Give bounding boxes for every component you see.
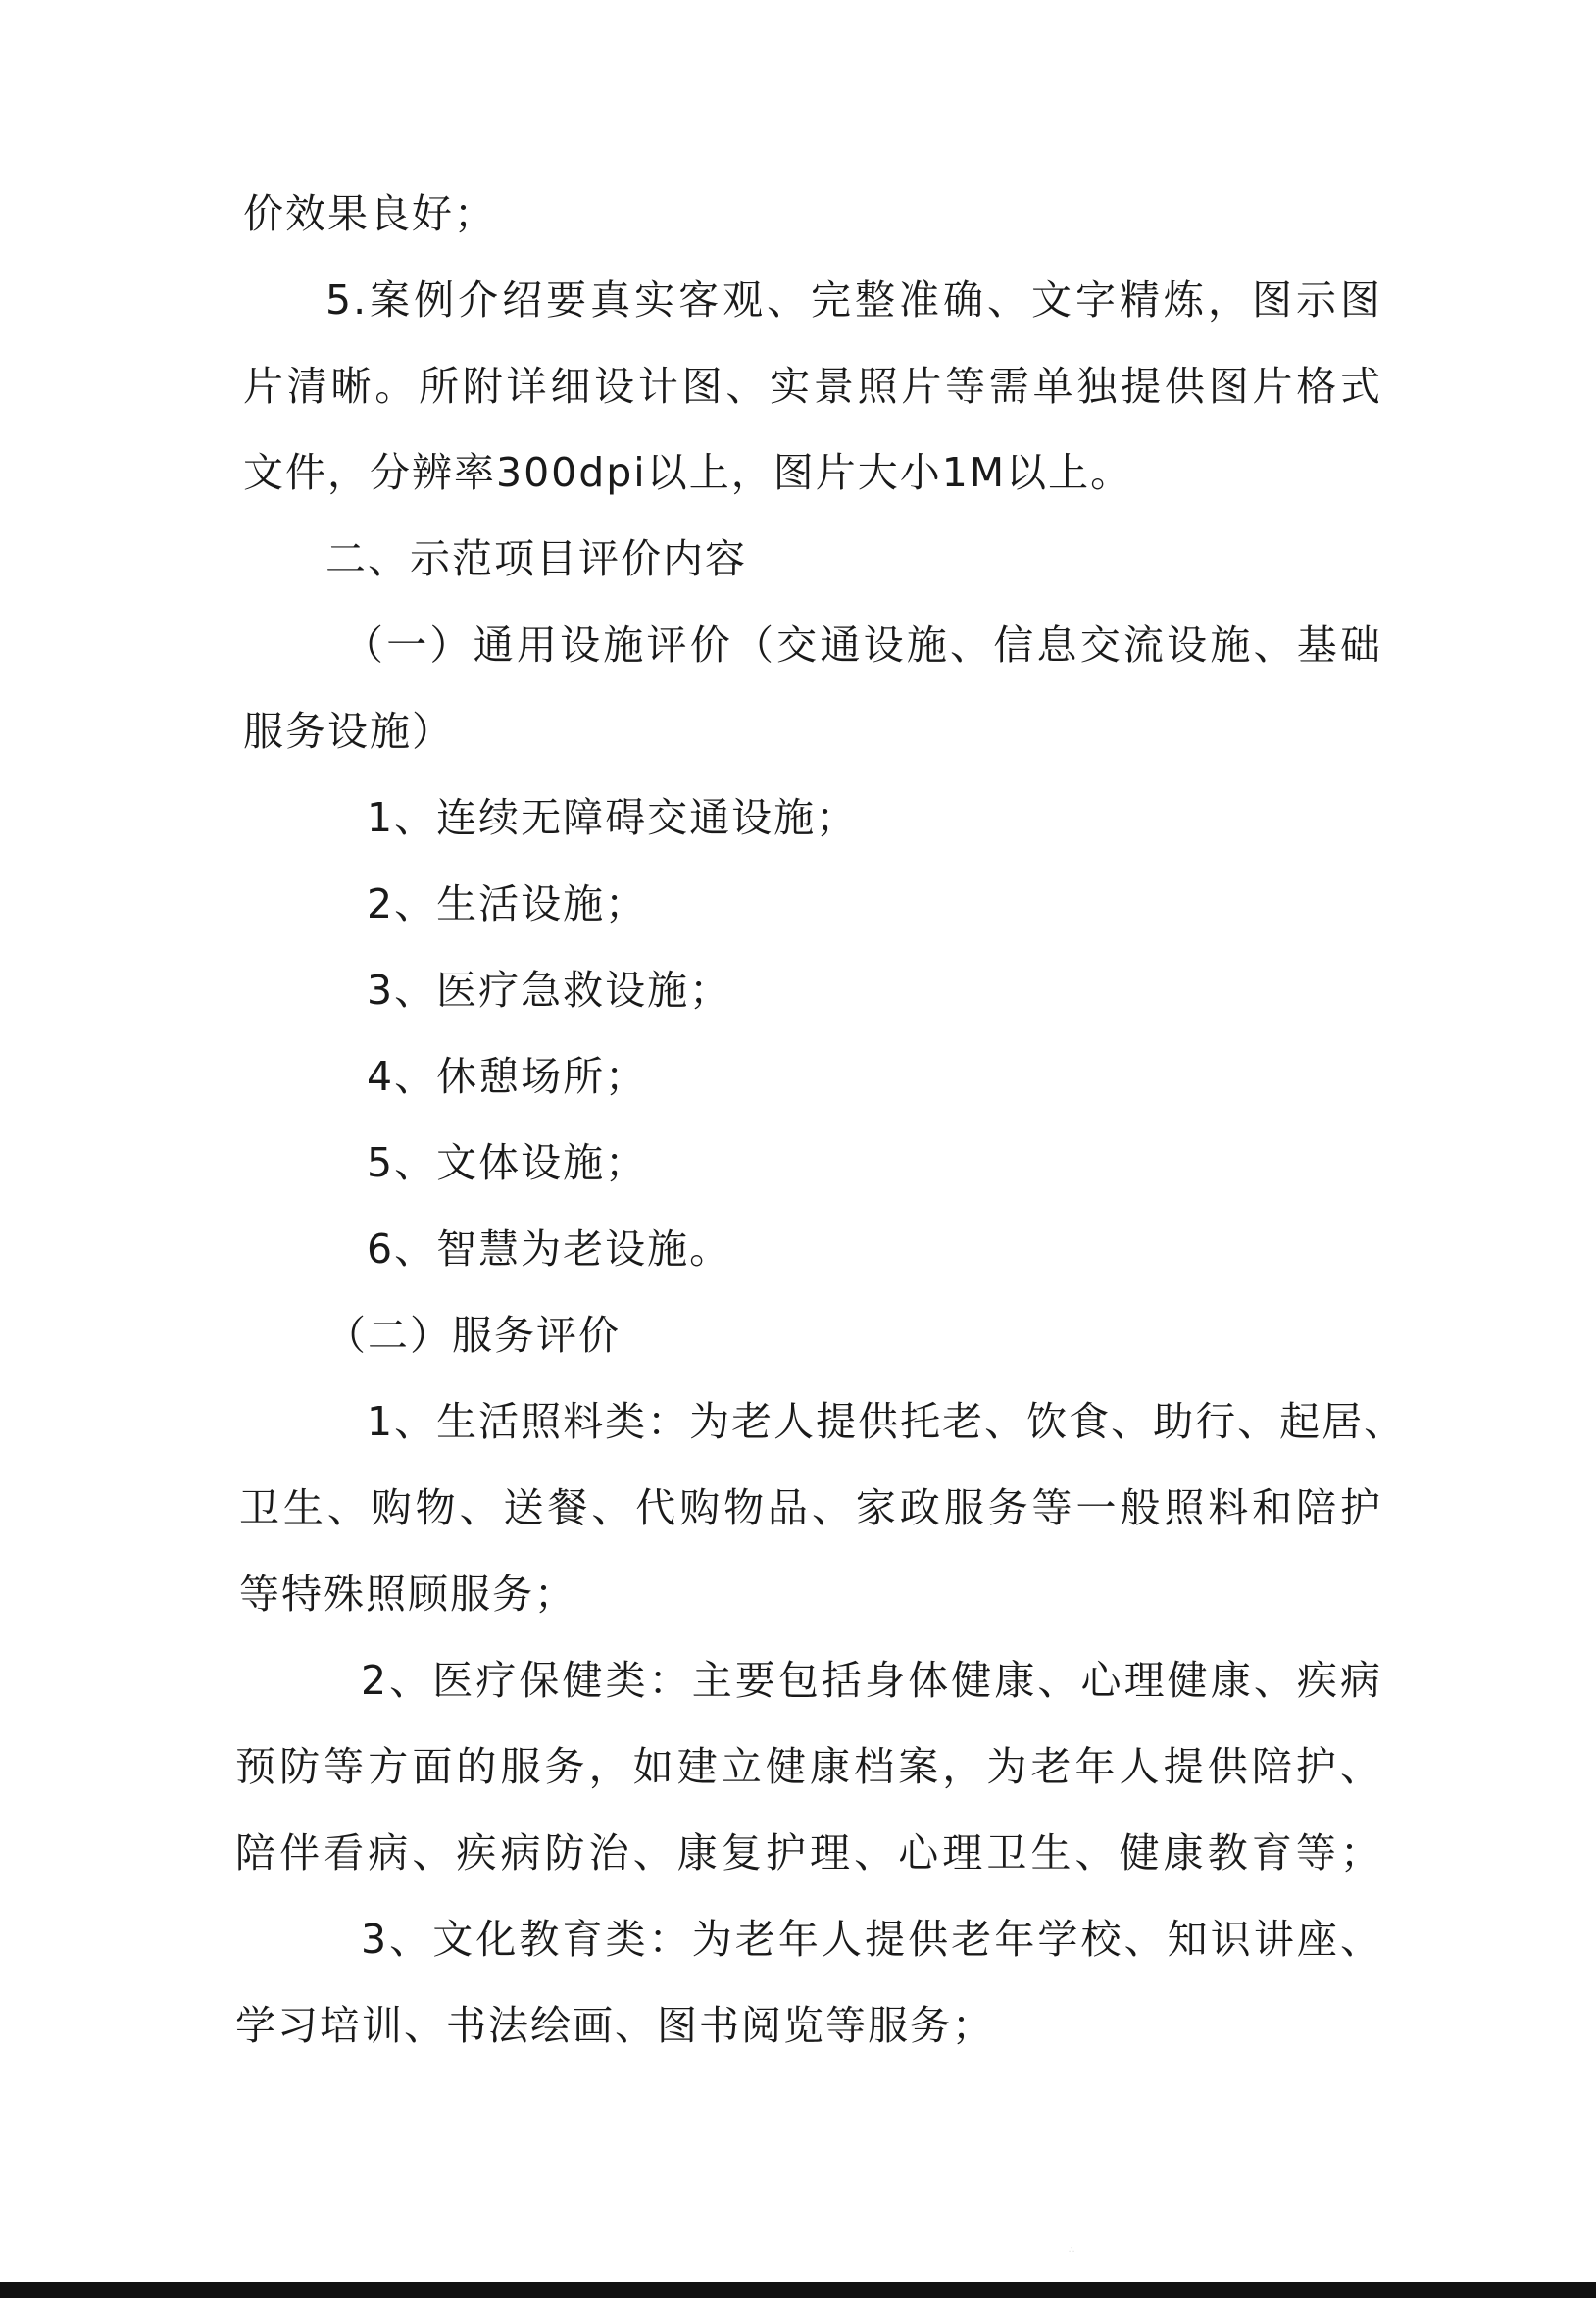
service-item-1-line-1: 1、生活照料类：为老人提供托老、饮食、助行、起居、 xyxy=(367,1398,1407,1445)
paragraph-line-2: 5.案例介绍要真实客观、完整准确、文字精炼，图示图 xyxy=(325,276,1382,324)
subsection-heading-two: （二）服务评价 xyxy=(325,1312,621,1359)
service-item-3-line-2: 学习培训、书法绘画、图书阅览等服务； xyxy=(235,2002,994,2049)
paragraph-line-1: 价效果良好； xyxy=(243,190,496,237)
section-heading-two: 二、示范项目评价内容 xyxy=(325,535,747,582)
service-item-2-line-2: 预防等方面的服务，如建立健康档案，为老年人提供陪护、 xyxy=(235,1743,1382,1790)
subsection-heading-one-continued: 服务设施） xyxy=(243,708,454,755)
service-item-2-line-3: 陪伴看病、疾病防治、康复护理、心理卫生、健康教育等； xyxy=(235,1829,1382,1876)
list-item-5: 5、文体设施； xyxy=(367,1139,648,1186)
service-item-1-line-3: 等特殊照顾服务； xyxy=(239,1571,576,1618)
list-item-4: 4、休憩场所； xyxy=(367,1053,648,1100)
paragraph-line-4: 文件，分辨率300dpi以上，图片大小1M以上。 xyxy=(243,449,1133,496)
service-item-1-line-2: 卫生、购物、送餐、代购物品、家政服务等一般照料和陪护 xyxy=(239,1484,1382,1531)
list-item-2: 2、生活设施； xyxy=(367,880,648,927)
subsection-heading-one: （一）通用设施评价（交通设施、信息交流设施、基础 xyxy=(343,622,1382,669)
service-item-2-line-1: 2、医疗保健类：主要包括身体健康、心理健康、疾病 xyxy=(361,1657,1382,1704)
scan-speck: ∴ xyxy=(1069,2245,1075,2256)
paragraph-line-3: 片清晰。所附详细设计图、实景照片等需单独提供图片格式 xyxy=(243,363,1382,410)
service-item-3-line-1: 3、文化教育类：为老年人提供老年学校、知识讲座、 xyxy=(361,1916,1382,1963)
list-item-1: 1、连续无障碍交通设施； xyxy=(367,794,859,841)
list-item-3: 3、医疗急救设施； xyxy=(367,967,732,1014)
list-item-6: 6、智慧为老设施。 xyxy=(367,1225,732,1273)
scan-bottom-border xyxy=(0,2282,1596,2298)
